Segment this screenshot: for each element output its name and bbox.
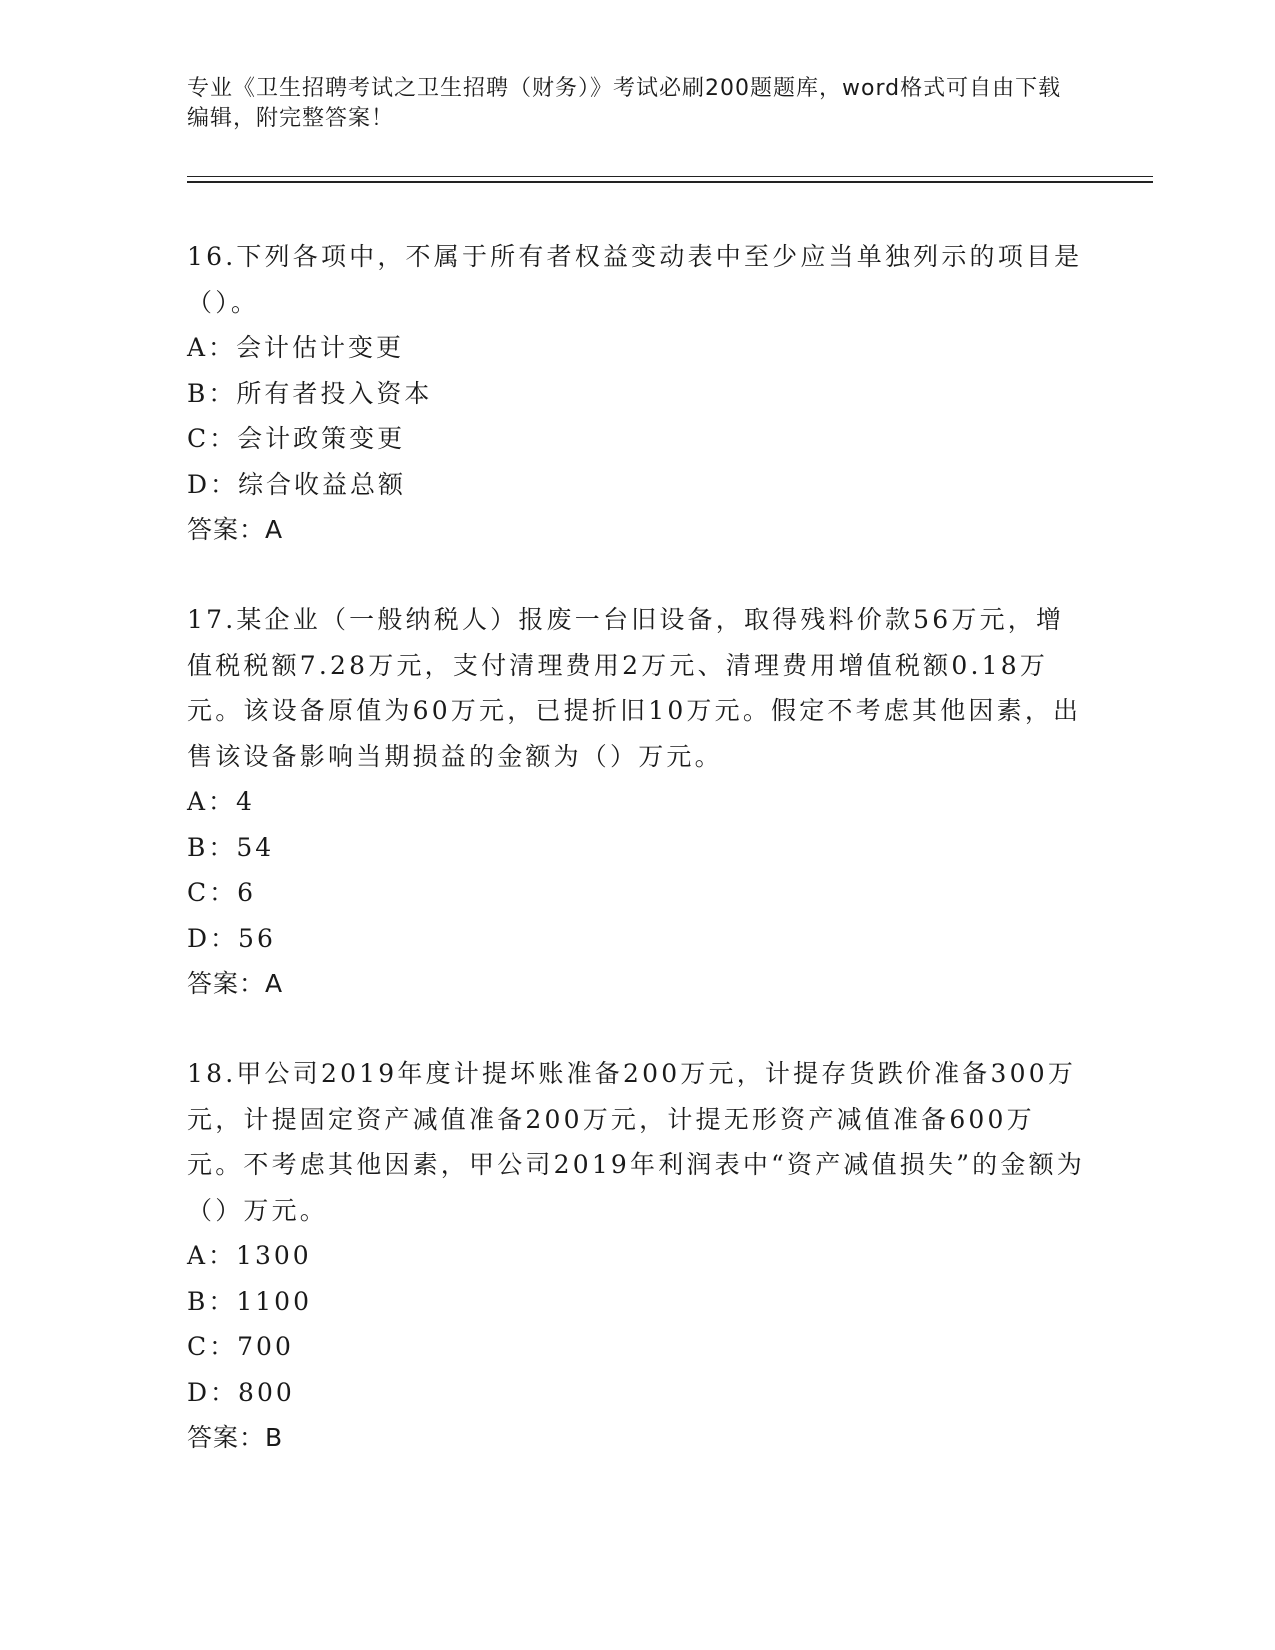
document-header: 专业《卫生招聘考试之卫生招聘（财务）》考试必刷200题题库，word格式可自由下载编辑，附完整答案！ [187,76,1062,131]
option-d: D：56 [187,923,276,953]
question-16 [187,234,1087,553]
option-b: B：所有者投入资本 [187,378,433,408]
header-divider-thin [187,176,1153,177]
header-divider-thick [187,181,1153,183]
option-a: A：会计估计变更 [187,333,405,362]
answer-line: 答案：A [187,515,284,544]
option-b: B：54 [187,832,275,862]
option-d: D：综合收益总额 [187,469,407,499]
answer-line: 答案：B [187,1423,284,1452]
question-17 [187,597,1087,1007]
question-text: 18.甲公司2019年度计提坏账准备200万元，计提存货跌价准备300万元，计提固定资产减值准备200万元，计提无形资产减值准备600万元。不考虑其他因素，甲公司2019年利润表中“资产减值损失”的金额为（）万元。 [187,1059,1085,1225]
answer-line: 答案：A [187,969,284,998]
question-text: 16.下列各项中，不属于所有者权益变动表中至少应当单独列示的项目是（）。 [187,242,1083,317]
question-18 [187,1051,1087,1461]
question-text: 17.某企业（一般纳税人）报废一台旧设备，取得残料价款56万元，增值税税额7.28万元，支付清理费用2万元、清理费用增值税额0.18万元。该设备原值为60万元，已提折旧10万元。假定不考虑其他因素，出售该设备影响当期损益的金额为（）万元。 [187,605,1082,771]
option-d: D：800 [187,1377,295,1407]
option-a: A：4 [187,787,255,816]
option-c: C：6 [187,878,257,907]
option-c: C：会计政策变更 [187,424,406,453]
option-b: B：1100 [187,1286,312,1316]
option-c: C：700 [187,1332,294,1361]
option-a: A：1300 [187,1241,312,1270]
